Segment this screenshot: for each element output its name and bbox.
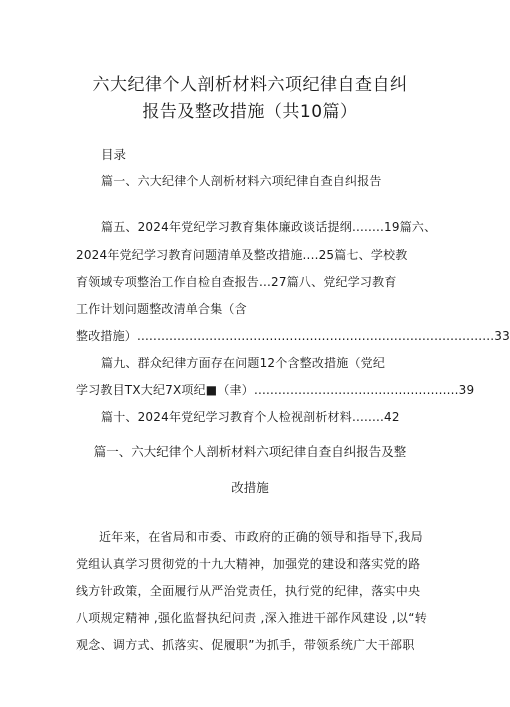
title-line-1: 六大纪律个人剖析材料六项纪律自查自纠: [92, 75, 408, 95]
document-title: [60, 72, 440, 126]
toc-entry[interactable]: 篇一、六大纪律个人剖析材料六项纪律自查自纠报告: [101, 174, 382, 188]
section-title: 篇一、六大纪律个人剖析材料六项纪律自查自纠报告及整: [93, 444, 407, 459]
toc-entry[interactable]: 篇五、2024年党纪学习教育集体廉政谈话提纲........19篇六、: [101, 220, 437, 234]
toc-entry[interactable]: 2024年党纪学习教育问题清单及整改措施....25篇七、学校教: [76, 248, 408, 262]
toc-heading: 目录: [101, 147, 127, 162]
toc-entry[interactable]: 育领域专项整治工作自检自查报告...27篇八、党纪学习教育: [76, 275, 397, 289]
toc-entry[interactable]: 篇九、群众纪律方面存在问题12个含整改措施（党纪: [101, 356, 386, 370]
title-line-2: 报告及整改措施（共10篇）: [142, 102, 358, 122]
toc-entry[interactable]: 篇十、2024年党纪学习教育个人检视剖析材料........42: [101, 410, 400, 424]
toc-entry[interactable]: 整改措施）.........................................................................................33: [76, 329, 510, 343]
toc-entry[interactable]: 工作计划问题整改清单合集（含: [76, 302, 247, 316]
body-paragraph-line: 观念、调方式、抓落实、促履职”为抓手，带领系统广大干部职: [76, 638, 415, 652]
toc-entry[interactable]: 学习教目TX大纪7X项纪■（聿）...................................................39: [76, 383, 475, 397]
body-paragraph-line: 党组认真学习贯彻党的十九大精神，加强党的建设和落实党的路: [76, 557, 421, 571]
body-paragraph-line: 近年来，在省局和市委、市政府的正确的领导和指导下,我局: [99, 530, 423, 544]
body-paragraph-line: 线方针政策，全面履行从严治党责任，执行党的纪律，落实中央: [76, 584, 421, 598]
body-paragraph-line: 八项规定精神 ,强化监督执纪问责 ,深入推进干部作风建设 ,以“转: [76, 611, 428, 625]
section-title-cont: 改措施: [231, 480, 269, 495]
